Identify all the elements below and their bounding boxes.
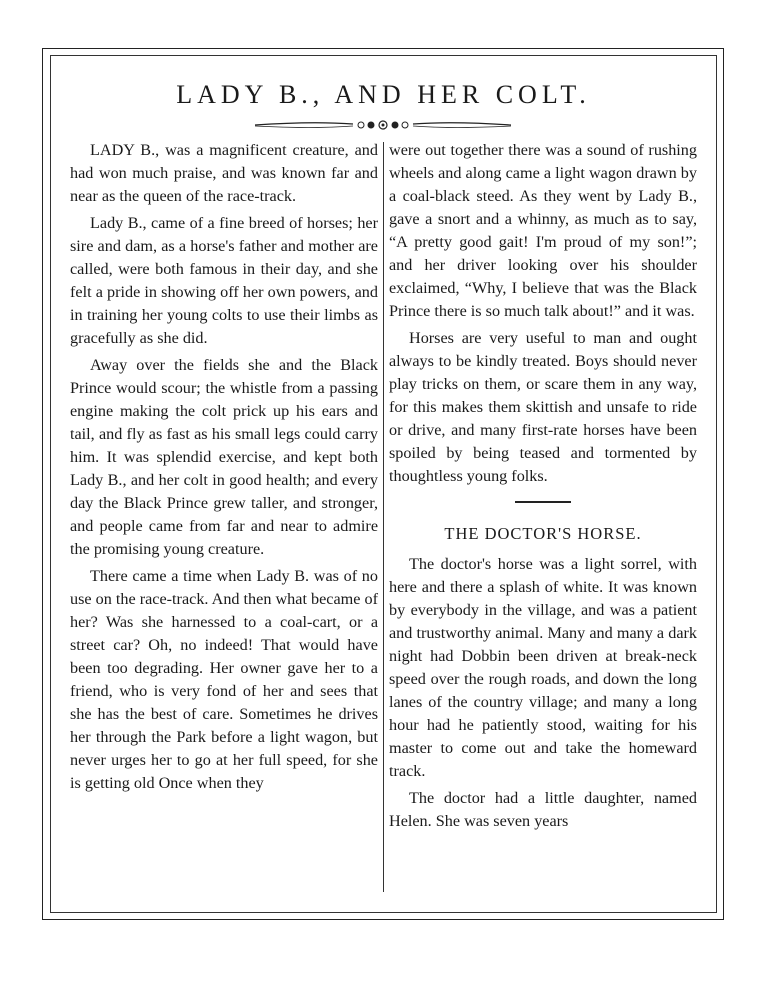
paragraph: Away over the fields she and the Black Prince would scour; the whistle from a passing engine making the colt prick up his ears and tail, and fly as fast as his small legs could carry him. It was splendid exercise, and kept both Lady B., and her colt in good health; and every day the Black Prince grew taller, and stronger, and people came from far and near to admire the promising young creature. [70, 356, 378, 558]
right-column [389, 139, 697, 837]
paragraph: LADY B., was a magnificent creature, and had won much praise, and was known far and near as the queen of the race-track. [70, 141, 378, 205]
left-column [70, 139, 378, 799]
paragraph: The doctor's horse was a light sorrel, with here and there a splash of white. It was known by everybody in the village, and was a patient and trustworthy animal. Many and many a dark night had Dobbin been driven at break-neck speed over the rough roads, and down the long lanes of the country village; and many a long hour had he patiently stood, waiting for his master to come out and take the homeward track. [389, 554, 697, 780]
paragraph: Horses are very useful to man and ought always to be kindly treated. Boys should never play tricks on them, or scare them in any way, for this makes them skittish and unsafe to ride or drive, and many first-rate horses have been spoiled by being teased and tormented by thoughtless young folks. [389, 329, 697, 485]
paragraph: were out together there was a sound of rushing wheels and along came a light wagon drawn by a coal-black steed. As they went by Lady B., gave a snort and a whinny, as much as to say, “A pretty good gait! I'm proud of my son!”; and her driver looking over his shoulder exclaimed, “Why, I believe that was the Black Prince there is so much talk about!” and it was. [389, 141, 697, 320]
paragraph: Lady B., came of a fine breed of horses; her sire and dam, as a horse's father and mother are called, were both famous in their day, and she felt a pride in showing off her own powers, and in training her young colts to use their limbs as gracefully as she did. [70, 214, 378, 347]
section-heading: THE DOCTOR'S HORSE. [444, 523, 642, 543]
paragraph: The doctor had a little daughter, named Helen. She was seven years [389, 788, 697, 830]
column-divider [383, 142, 384, 892]
article-title: LADY B., AND HER COLT. [176, 80, 591, 109]
section-rule [515, 501, 571, 503]
paragraph: There came a time when Lady B. was of no use on the race-track. And then what became of her? Was she harnessed to a coal-cart, or a street car? Oh, no indeed! That would have been too degrading. Her owner gave her to a friend, who is very fond of her and sees that she has the best of care. Sometimes he drives her through the Park before a light wagon, but never urges her to go at her full speed, for she is getting old Once when they [70, 567, 378, 792]
ornament-divider [253, 118, 513, 132]
